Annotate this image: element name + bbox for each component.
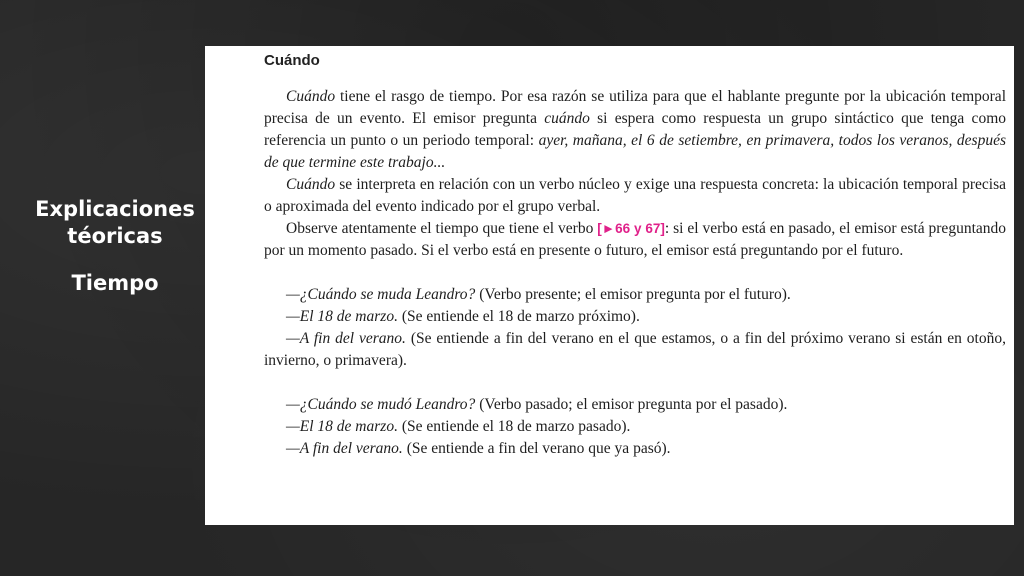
cross-reference: [►66 y 67] (597, 221, 665, 236)
example-answer: —El 18 de marzo. (286, 418, 398, 435)
side-title-line1: Explicaciones (35, 197, 195, 221)
example-answer: —A fin del verano. (286, 330, 406, 347)
example-line (264, 438, 1006, 460)
term-cuando-3: Cuándo (286, 176, 336, 193)
p2-text: se interpreta en relación con un verbo núcleo y exige una respuesta concreta: la ubicación temporal precisa o aproximada del evento indicado por el grupo verbal. (264, 176, 1006, 215)
side-title-block (30, 196, 200, 297)
example-question: —¿Cuándo se muda Leandro? (286, 286, 476, 303)
p1-text-a: tiene el rasgo de tiempo. Por esa razón se utiliza para que el hablante pregunte por la ubicación temporal precisa de un evento. El emisor pregunta (264, 88, 1006, 127)
p3-text-b: : si el verbo está en pasado, el emisor está preguntando por un momento pasado. Si el verbo está en presente o futuro, el emisor está preguntando por el futuro. (264, 220, 1007, 259)
example-line (264, 416, 1006, 438)
p1-examples: ayer, mañana, el 6 de setiembre, en primavera, todos los veranos, después de que termine este trabajo... (264, 132, 1006, 171)
p3-text-a: Observe atentamente el tiempo que tiene el verbo (286, 220, 598, 237)
term-cuando-2: cuándo (544, 110, 590, 127)
example-line (264, 394, 1006, 416)
example-line (264, 328, 1006, 372)
example-answer: —El 18 de marzo. (286, 308, 398, 325)
example-note: (Se entiende a fin del verano en el que estamos, o a fin del próximo verano si están en otoño, invierno, o primavera). (264, 330, 1006, 369)
paragraph-3 (264, 218, 1006, 262)
document-heading: Cuándo (264, 52, 320, 69)
paragraph-2 (264, 174, 1006, 218)
term-cuando: Cuándo (286, 88, 336, 105)
example-line (264, 284, 1006, 306)
paragraph-1 (264, 86, 1006, 174)
example-note: (Verbo pasado; el emisor pregunta por el pasado). (475, 396, 788, 413)
example-note: (Se entiende el 18 de marzo próximo). (397, 308, 640, 325)
side-subtitle: Tiempo (71, 271, 159, 295)
example-note: (Se entiende el 18 de marzo pasado). (397, 418, 631, 435)
side-title-line2: téoricas (67, 224, 163, 248)
document-image (205, 46, 1014, 525)
example-line (264, 306, 1006, 328)
example-note: (Verbo presente; el emisor pregunta por el futuro). (475, 286, 791, 303)
example-answer: —A fin del verano. (286, 440, 403, 457)
p1-text-b: si espera como respuesta un grupo sintáctico que tenga como referencia un punto o un periodo temporal: (264, 110, 1006, 149)
side-title (30, 196, 200, 250)
example-question: —¿Cuándo se mudó Leandro? (286, 396, 476, 413)
example-note: (Se entiende a fin del verano que ya pasó). (402, 440, 671, 457)
